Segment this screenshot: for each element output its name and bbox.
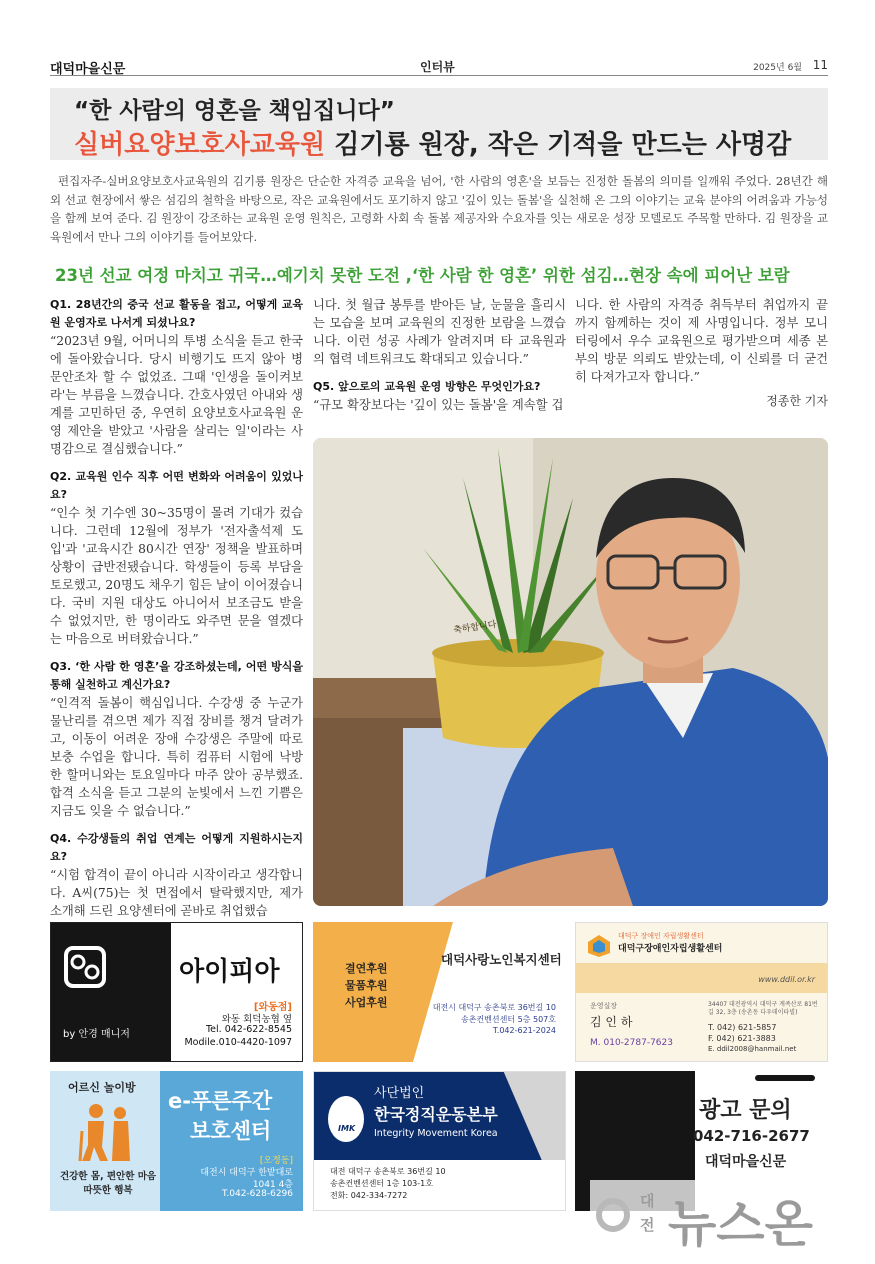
question-3: Q3. ‘한 사람 한 영혼’을 강조하셨는데, 어떤 방식을 통해 실천하고 계신가요?: [50, 660, 303, 691]
ad-imk-corp: 사단법인: [374, 1086, 425, 1101]
ad-inquiry-title: 광고 문의: [699, 1098, 792, 1123]
watermark-main: 뉴스온: [668, 1195, 813, 1253]
ad-daedeok-item: 사업후원: [345, 996, 388, 1009]
interview-photo: [313, 438, 828, 906]
imk-logo-icon: [328, 1096, 364, 1142]
watermark-small-2: 전: [640, 1216, 655, 1234]
editor-note: 편집자주-실버요양보호사교육원의 김기룡 원장은 단순한 자격증 교육을 넘어, '한 사람의 영혼'을 보듬는 진정한 돌봄의 의미를 일깨워 주었다. 28년간 해외 선교 현장에서 쌓은 섬김의 철학을 바탕으로, 작은 교육원에서도 포기하지 않고 '깊이 있는 돌봄'을 실천해 온 그의 이야기는 교육 분야의 어려움과 가능성을 함께 보여 준다. 김 원장이 강조하는 교육원 운영 원칙은, 고령화 사회 속 돌봄 제공자와 수요자를 잇는 새로운 성장 모델로도 주목할 만하다. 김 원장을 교육원에서 만나 그의 이야기를 들어보았다.: [50, 174, 828, 244]
article-column-2: [313, 296, 566, 414]
ad-imk-tel: 전화: 042-334-7272: [330, 1191, 408, 1200]
ad-aipia-address: 와동 회덕농협 옆: [221, 1014, 292, 1025]
ad-aipia-brand: by 안경 매니저: [63, 1029, 130, 1040]
article-column-1: [50, 296, 303, 920]
center-logo-icon: [586, 933, 612, 959]
ad-inquiry-accent-bar: [755, 1075, 815, 1081]
question-2: Q2. 교육원 인수 직후 어떤 변화와 어려움이 있었나요?: [50, 470, 303, 501]
ad-aipia[interactable]: [50, 922, 303, 1062]
ad-inquiry-paper: 대덕마을신문: [705, 1154, 787, 1170]
ad-ilc-org: 대덕구장애인자립생활센터: [618, 944, 723, 954]
headline-highlight: 실버요양보호사교육원: [74, 130, 326, 160]
headline-box: [50, 88, 828, 160]
portrait-illustration: [313, 438, 828, 906]
ad-integrity-movement-korea[interactable]: [313, 1071, 566, 1211]
ad-aipia-tel: Tel. 042-622-8545: [205, 1024, 292, 1035]
elderly-couple-icon: [78, 1101, 138, 1163]
ad-ilc-slogan: 대덕구 장애인 자립생활센터: [618, 932, 704, 940]
ad-aipia-mobile: Modile.010-4420-1097: [184, 1037, 292, 1048]
headline-rest: 김기룡 원장, 작은 기적을 만드는 사명감: [325, 130, 792, 160]
answer-1: “2023년 9월, 어머니의 투병 소식을 듣고 한국에 돌아왔습니다. 당시 비행기도 뜨지 않아 병문안조차 할 수 없었죠. 그때 '인생을 돌이켜보라'는 부름을 느꼈습니다. 간호사였던 아내와 생계를 고민하던 중, 우연히 요양보호사교육원 운영 제안을 받았고 '사람을 살리는 일'이라는 사명감으로 결심했습니다.”: [50, 334, 303, 456]
answer-5-continued: 니다. 한 사람의 자격증 취득부터 취업까지 끝까지 함께하는 것이 제 사명입니다. 정부 모니터링에서 우수 교육원으로 평가받으며 세종 본부의 방문 의뢰도 받았는데, 이 신뢰를 더 굳건히 다져가고자 합니다.”: [575, 298, 828, 384]
answer-2: “인수 첫 기수엔 30~35명이 몰려 기대가 컸습니다. 그런데 12월에 정부가 '전자출석제 도입'과 '교육시간 80시간 연장' 정책을 발표하며 상황이 급반전됐습니다. 학생들이 등록 부담을 토로했고, 20명도 채우기 힘든 날이 이어졌습니다. 국비 지원 대상도 아니어서 보조금도 받을 수 없었지만, 한 명이라도 와주면 문을 열겠다는 마음으로 버텨왔습니다.”: [50, 506, 303, 646]
ad-epureun-tel: T.042-628-6296: [221, 1189, 293, 1199]
ad-daedeok-item: 물품후원: [345, 979, 388, 992]
glasses-logo-icon: [63, 945, 107, 989]
reporter-byline: 정종한 기자: [766, 394, 828, 408]
ad-daedeok-addr2: 송촌컨벤션센터 5층 507호: [461, 1015, 556, 1024]
watermark-logo-icon: [596, 1198, 630, 1232]
ad-epureun-addr2: 1041 4층: [252, 1180, 293, 1190]
ad-aipia-dark-panel: [51, 923, 171, 1062]
ad-ilc-mobile: M. 010-2787-7623: [590, 1038, 673, 1048]
ad-imk-name: 한국정직운동본부: [374, 1105, 498, 1124]
ad-daedeok-white-panel: [413, 922, 566, 1062]
ad-daedeok-senior-welfare[interactable]: [313, 922, 566, 1062]
ad-ilc-tel: T. 042) 621-5857: [708, 1023, 777, 1032]
watermark-small-1: 대: [640, 1192, 655, 1210]
ad-inquiry-phone: 042-716-2677: [693, 1127, 810, 1145]
question-4: Q4. 수강생들의 취업 연계는 어떻게 지원하시는지요?: [50, 832, 303, 863]
ad-daedeok-item: 결연후원: [345, 962, 388, 975]
ad-imk-addr1: 대전 대덕구 송촌북로 36번길 10: [330, 1167, 446, 1176]
page-number: 11: [812, 58, 828, 72]
question-1: Q1. 28년간의 중국 선교 활동을 접고, 어떻게 교육원 운영자로 나서게 되셨나요?: [50, 298, 303, 329]
ad-ilc-addr: 34407 대전광역시 대덕구 계족산로 81번길 32, 3층 (송촌동 다우데이타빌): [708, 1001, 818, 1016]
ad-e-pureun-daycare[interactable]: [50, 1071, 303, 1211]
ad-epureun-top: 어르신 놀이방: [68, 1081, 136, 1094]
ad-imk-logo-text: IMK: [338, 1124, 356, 1133]
ad-independent-living-center[interactable]: [575, 922, 828, 1062]
ad-epureun-name2: 보호센터: [190, 1119, 272, 1143]
ad-imk-addr2: 송촌컨벤션센터 1층 103-1호: [330, 1179, 433, 1188]
subheadline: 23년 선교 여정 마치고 귀국…예기치 못한 도전 ,‘한 사람 한 영혼’ 위한 섬김…현장 속에 피어난 보람: [55, 266, 790, 285]
ad-aipia-name: 아이피아: [179, 957, 280, 987]
question-5: Q5. 앞으로의 교육원 운영 방향은 무엇인가요?: [313, 380, 541, 393]
answer-4: “시험 합격이 끝이 아니라 시작이라고 생각합니다. A씨(75)는 첫 면접에서 탈락했지만, 제가 소개해 드린 요양센터에 곧바로 취업했습: [50, 868, 303, 918]
main-headline: [74, 124, 791, 161]
issue-date: 2025년 6월: [753, 63, 802, 73]
ad-daedeok-org: 대덕사랑노인복지센터: [441, 952, 562, 967]
ad-aipia-branch: [와동점]: [253, 1002, 292, 1013]
section-label: 인터뷰: [420, 60, 455, 74]
ad-epureun-addr1: 대전시 대덕구 한밭대로: [200, 1168, 293, 1178]
ad-ilc-person: 김 인 하: [590, 1015, 633, 1029]
answer-4-continued: 니다. 첫 월급 봉투를 받아든 날, 눈물을 흘리시는 모습을 보며 교육원의 진정한 보람을 느꼈습니다. 이런 성공 사례가 알려지며 타 교육원과의 협력 네트워크도 확대되고 있습니다.”: [313, 298, 566, 366]
ad-epureun-slogan2: 따뜻한 행복: [83, 1185, 133, 1196]
page-header: [50, 56, 828, 76]
pot-ribbon-label: 축하합니다: [452, 620, 498, 636]
ad-ilc-role: 운영실장: [590, 1002, 618, 1010]
ad-epureun-name1: e-푸른주간: [168, 1089, 273, 1113]
ad-daedeok-tel: T.042-621-2024: [492, 1026, 556, 1035]
answer-5: “규모 확장보다는 '깊이 있는 돌봄'을 계속할 겁: [313, 398, 564, 412]
quote-headline: “한 사람의 영혼을 책임집니다”: [74, 98, 395, 124]
ad-epureun-branch: [오정동]: [259, 1156, 293, 1166]
article-column-3: [575, 296, 828, 410]
ad-imk-en: Integrity Movement Korea: [374, 1128, 498, 1139]
ad-ilc-fax: F. 042) 621-3883: [708, 1034, 776, 1043]
ad-daedeok-items: [345, 960, 388, 1011]
ad-daedeok-addr1: 대전시 대덕구 송촌북로 36번길 10: [432, 1003, 556, 1012]
answer-3: “인격적 돌봄이 핵심입니다. 수강생 중 누군가 물난리를 겪으면 제가 직접 장비를 챙겨 달려가고, 이동이 어려운 장애 수강생은 주말에 따로 보충 수업을 합니다. 특히 컴퓨터 시험에 낙방한 할머니와는 토요일마다 마주 앉아 공부했죠. 합격 소식을 듣고 그분의 눈빛에서 느낀 기쁨은 지금도 잊을 수 없습니다.”: [50, 696, 303, 818]
ad-epureun-slogan1: 건강한 몸, 편안한 마음: [59, 1171, 157, 1182]
ad-ilc-url: www.ddil.or.kr: [758, 975, 815, 984]
ad-ilc-email: E. ddil2008@hanmail.net: [708, 1045, 797, 1053]
newspaper-name: 대덕마을신문: [50, 62, 126, 77]
